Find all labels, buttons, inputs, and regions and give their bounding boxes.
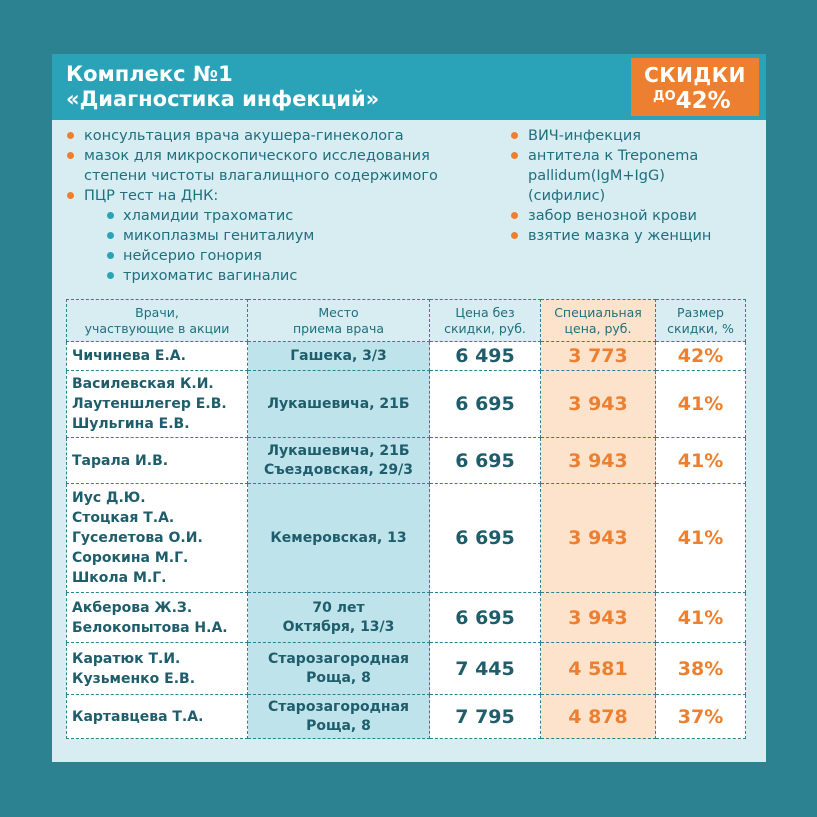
badge-bottom (653, 88, 731, 114)
badge-top-text: СКИДКИ (644, 63, 746, 87)
discount-cell: 41% (656, 371, 746, 438)
discount-cell: 41% (656, 593, 746, 643)
list-item-continuation (511, 166, 761, 186)
special-price-cell: 3 943 (541, 438, 656, 484)
doctor-cell: Акберова Ж.З. Белокопытова Н.А. (66, 593, 248, 643)
list-item-text: нейсерио гонория (123, 248, 263, 264)
place-cell: Кемеровская, 13 (248, 484, 430, 593)
list-item-text: трихоматис вагиналис (123, 268, 298, 284)
promo-card (52, 54, 766, 762)
list-item (67, 186, 507, 206)
list-item (511, 126, 761, 146)
bullet-icon (107, 252, 114, 259)
list-item-continuation (67, 166, 507, 186)
special-price-cell: 3 943 (541, 371, 656, 438)
list-item-text: забор венозной крови (528, 208, 697, 224)
list-item-text: (сифилис) (528, 188, 606, 204)
special-price-cell: 4 878 (541, 695, 656, 739)
special-price-cell: 3 943 (541, 484, 656, 593)
table-row (66, 695, 746, 739)
pcr-sub-item (67, 206, 507, 226)
header-doctors: Врачи, участвующие в акции (66, 299, 248, 342)
bullet-icon (107, 272, 114, 279)
list-item-text: pallidum(IgM+IgG) (528, 168, 665, 184)
list-item-text: ПЦР тест на ДНК: (84, 188, 219, 204)
place-cell: 70 лет Октября, 13/3 (248, 593, 430, 643)
discount-cell: 42% (656, 342, 746, 371)
bullet-icon (107, 232, 114, 239)
services-list-left (67, 126, 507, 286)
doctor-cell: Чичинева Е.А. (66, 342, 248, 371)
discount-cell: 38% (656, 643, 746, 695)
list-item (511, 206, 761, 226)
pcr-sub-item (67, 266, 507, 286)
special-price-cell: 3 943 (541, 593, 656, 643)
list-item-text: степени чистоты влагалищного содержимого (84, 168, 438, 184)
table-row (66, 371, 746, 438)
bullet-icon (511, 152, 518, 159)
doctor-cell: Иус Д.Ю. Стоцкая Т.А. Гуселетова О.И. Сорокина М.Г. Школа М.Г. (66, 484, 248, 593)
price-cell: 7 795 (430, 695, 541, 739)
price-cell: 6 495 (430, 342, 541, 371)
pcr-sub-item (67, 246, 507, 266)
title-line-2: «Диагностика инфекций» (66, 87, 380, 111)
services-list-right (511, 126, 761, 246)
special-price-cell: 3 773 (541, 342, 656, 371)
header-price: Цена без скидки, руб. (430, 299, 541, 342)
bullet-icon (107, 212, 114, 219)
header-special-price: Специальная цена, руб. (541, 299, 656, 342)
doctor-cell: Картавцева Т.А. (66, 695, 248, 739)
price-cell: 6 695 (430, 484, 541, 593)
discount-cell: 41% (656, 438, 746, 484)
pcr-sub-item (67, 226, 507, 246)
place-cell: Старозагородная Роща, 8 (248, 643, 430, 695)
list-item-text: консультация врача акушера-гинеколога (84, 128, 404, 144)
complex-title (66, 62, 379, 112)
pricing-table (66, 299, 746, 739)
list-item-text: хламидии трахоматис (123, 208, 294, 224)
list-item (67, 146, 507, 166)
list-item (67, 126, 507, 146)
bullet-icon (67, 152, 74, 159)
price-cell: 6 695 (430, 593, 541, 643)
price-cell: 6 695 (430, 371, 541, 438)
discount-badge (631, 58, 759, 116)
table-row (66, 342, 746, 371)
list-item (511, 146, 761, 166)
list-item-text: антитела к Treponema (528, 148, 699, 164)
discount-cell: 41% (656, 484, 746, 593)
price-cell: 6 695 (430, 438, 541, 484)
table-row (66, 643, 746, 695)
list-item-text: ВИЧ-инфекция (528, 128, 641, 144)
header-place: Место приема врача (248, 299, 430, 342)
table-row (66, 438, 746, 484)
header-discount: Размер скидки, % (656, 299, 746, 342)
bullet-icon (67, 132, 74, 139)
table-row (66, 593, 746, 643)
table-header-row (66, 299, 746, 342)
list-item-text: микоплазмы гениталиум (123, 228, 315, 244)
title-line-1: Комплекс №1 (66, 62, 233, 86)
list-item-text: взятие мазка у женщин (528, 228, 712, 244)
place-cell: Старозагородная Роща, 8 (248, 695, 430, 739)
price-cell: 7 445 (430, 643, 541, 695)
header-banner (52, 54, 766, 120)
place-cell: Гашека, 3/3 (248, 342, 430, 371)
bullet-icon (511, 212, 518, 219)
bullet-icon (511, 132, 518, 139)
place-cell: Лукашевича, 21Б Съездовская, 29/3 (248, 438, 430, 484)
place-cell: Лукашевича, 21Б (248, 371, 430, 438)
doctor-cell: Тарала И.В. (66, 438, 248, 484)
list-item-continuation (511, 186, 761, 206)
doctor-cell: Каратюк Т.И. Кузьменко Е.В. (66, 643, 248, 695)
badge-prefix: ДО (653, 89, 676, 104)
discount-cell: 37% (656, 695, 746, 739)
doctor-cell: Василевская К.И. Лаутеншлегер Е.В. Шульгина Е.В. (66, 371, 248, 438)
badge-percent: 42% (675, 88, 731, 114)
bullet-icon (511, 232, 518, 239)
special-price-cell: 4 581 (541, 643, 656, 695)
table-row (66, 484, 746, 593)
list-item (511, 226, 761, 246)
bullet-icon (67, 192, 74, 199)
list-item-text: мазок для микроскопического исследования (84, 148, 430, 164)
